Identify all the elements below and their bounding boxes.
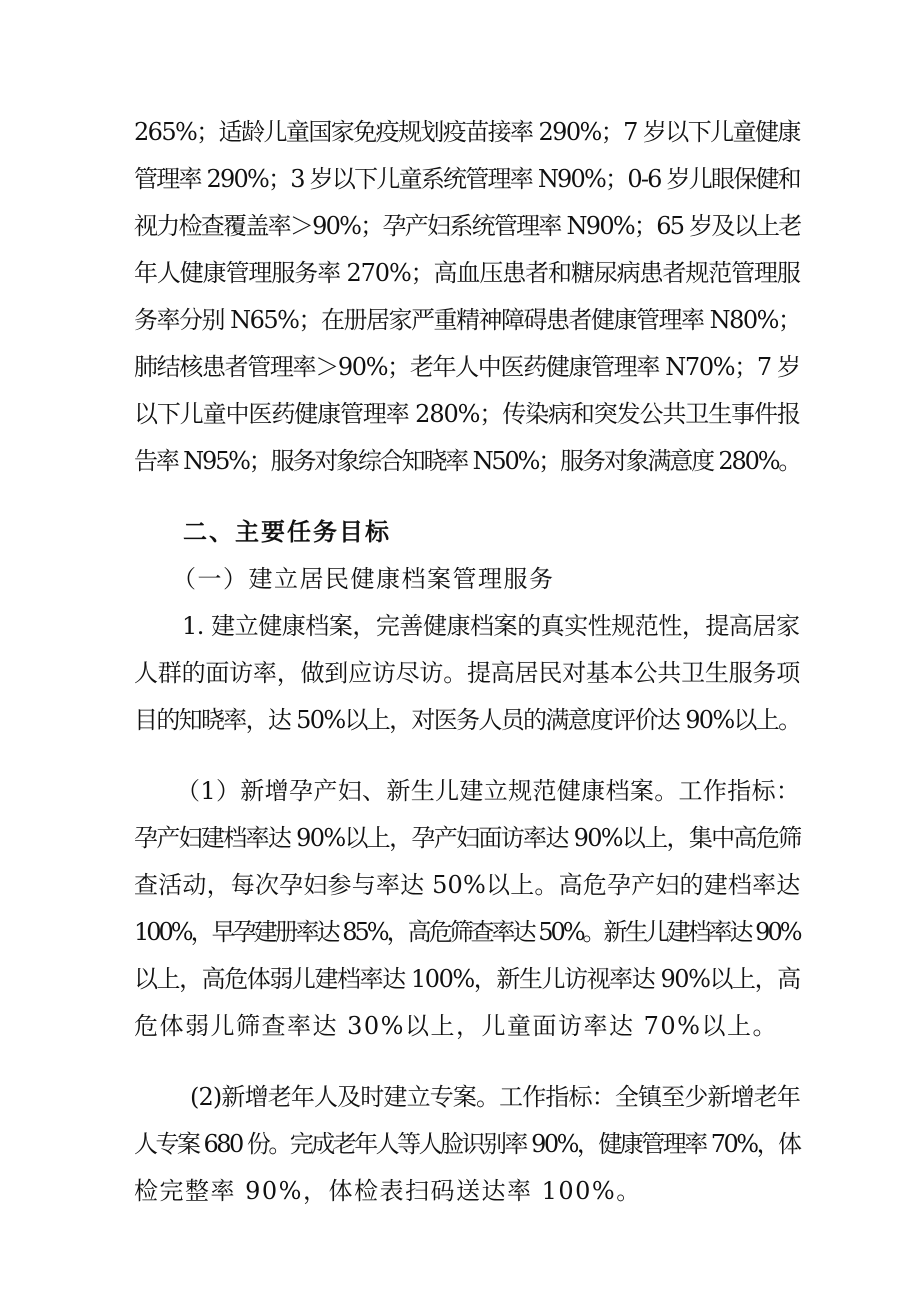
text-line: 检完整率 90%，体检表扫码送达率 100%。 [134,1177,642,1205]
text-line: （1）新增孕产妇、新生儿建立规范健康档案。工作指标： [176,777,801,805]
text-line: 人群的面访率，做到应访尽访。提高居民对基本公共卫生服务项 [134,659,800,687]
text-line: 肺结核患者管理率＞90%；老年人中医药健康管理率 N70%；7 岁 [134,353,800,381]
text-line: 265%；适龄儿童国家免疫规划疫苗接率 290%；7 岁以下儿童健康 [134,118,800,146]
text-line: 人专案 680 份。完成老年人等人脸识别率 90%，健康管理率 70%，体 [134,1130,800,1158]
text-line: 孕产妇建档率达 90%以上，孕产妇面访率达 90%以上，集中高危筛 [134,824,801,852]
text-line: 年人健康管理服务率 270%；高血压患者和糖尿病患者规范管理服 [134,259,800,287]
text-line: 以下儿童中医药健康管理率 280%；传染病和突发公共卫生事件报 [134,400,800,428]
text-line: 视力检查覆盖率＞90%；孕产妇系统管理率 N90%；65 岁及以上老 [134,212,801,240]
section-heading: 二、主要任务目标 [183,518,391,546]
text-line: 1. 建立健康档案，完善健康档案的真实性规范性，提高居家 [182,612,800,640]
text-line: 100%，早孕建册率达 85%，高危筛查率达 50%。新生儿建档率达 90% [134,918,800,946]
text-line: 以上，高危体弱儿建档率达 100%，新生儿访视率达 90%以上，高 [134,965,800,993]
subsection-heading: （一）建立居民健康档案管理服务 [172,565,555,593]
text-line: 危体弱儿筛查率达 30%以上，儿童面访率达 70%以上。 [134,1012,778,1040]
text-line: 管理率 290%；3 岁以下儿童系统管理率 N90%；0-6 岁儿眼保健和 [134,165,800,193]
text-line: 告率 N95%；服务对象综合知晓率 N50%；服务对象满意度 280%。 [134,447,801,475]
text-line: 查活动，每次孕妇参与率达 50%以上。高危孕产妇的建档率达 [134,871,801,899]
text-line: (2)新增老年人及时建立专案。工作指标：全镇至少新增老年 [190,1083,800,1111]
text-line: 目的知晓率，达 50%以上，对医务人员的满意度评价达 90%以上。 [134,706,801,734]
text-line: 务率分别 N65%；在册居家严重精神障碍患者健康管理率 N80%； [134,306,801,334]
